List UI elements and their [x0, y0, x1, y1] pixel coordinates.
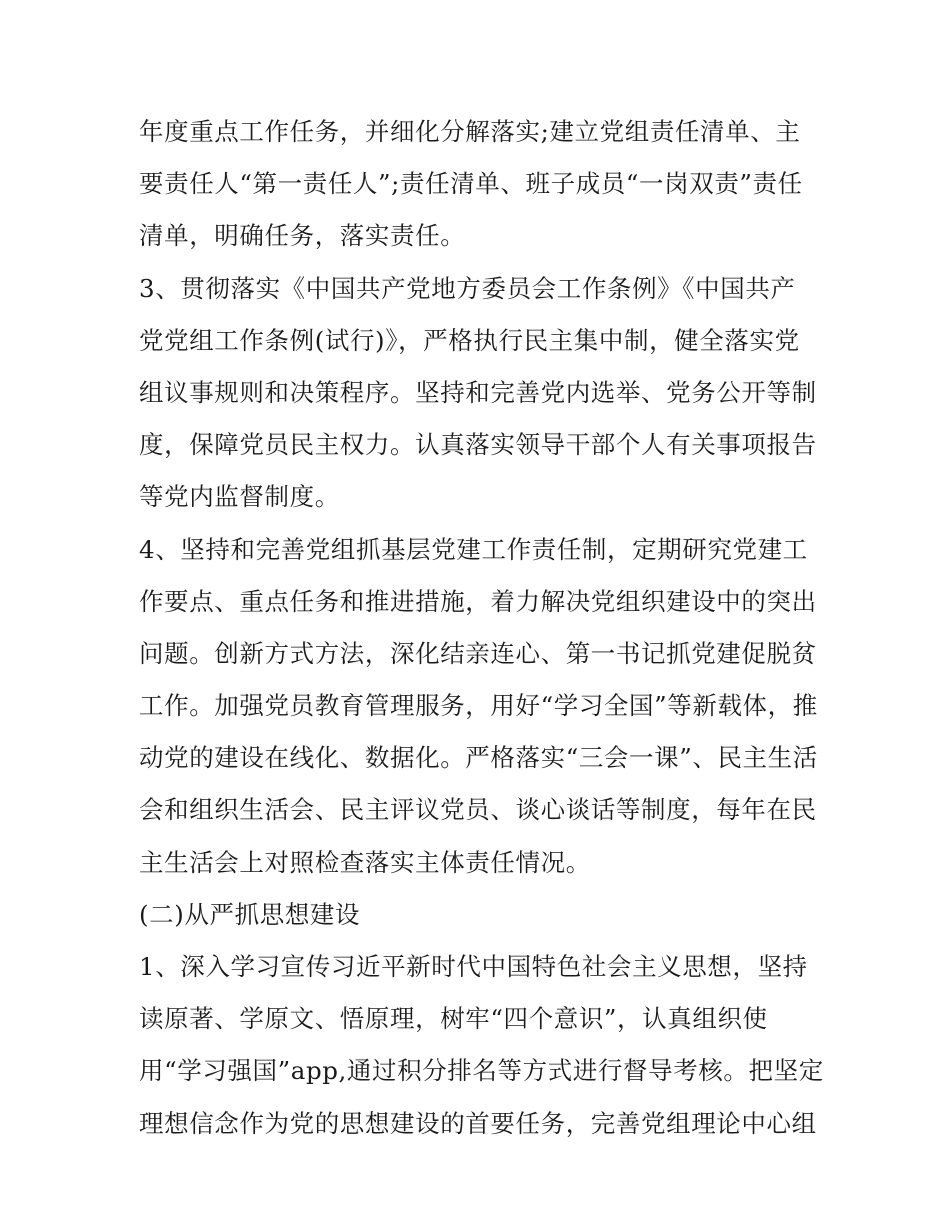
text-line: 作要点、重点任务和推进措施，着力解决党组织建设中的突出: [139, 586, 817, 616]
text-line: 组议事规则和决策程序。坚持和完善党内选举、党务公开等制: [139, 377, 817, 407]
text-line: 主生活会上对照检查落实主体责任情况。: [139, 847, 591, 877]
text-line: 4、坚持和完善党组抓基层党建工作责任制，定期研究党建工: [139, 534, 808, 564]
text-line: 3、贯彻落实《中国共产党地方委员会工作条例》《中国共产: [139, 273, 796, 303]
text-line: 读原著、学原文、悟原理，树牢“四个意识”，认真组织使: [139, 1004, 768, 1034]
text-line: 会和组织生活会、民主评议党员、谈心谈话等制度，每年在民: [139, 795, 817, 825]
text-line: 理想信念作为党的思想建设的首要任务，完善党组理论中心组: [139, 1108, 817, 1138]
text-line: 要责任人“第一责任人”;责任清单、班子成员“一岗双责”责任: [139, 169, 803, 199]
text-line: 问题。创新方式方法，深化结亲连心、第一书记抓党建促脱贫: [139, 638, 817, 668]
text-line: 动党的建设在线化、数据化。严格落实“三会一课”、民主生活: [139, 743, 818, 773]
text-line: 年度重点工作任务，并细化分解落实;建立党组责任清单、主: [139, 117, 801, 146]
text-line: 用“学习强国”app,通过积分排名等方式进行督导考核。把坚定: [139, 1056, 824, 1086]
document-body: [139, 106, 824, 1150]
text-line: 清单，明确任务，落实责任。: [139, 221, 466, 251]
text-line: 度，保障党员民主权力。认真落实领导干部个人有关事项报告: [139, 430, 817, 460]
text-line: 党党组工作条例(试行)》，严格执行民主集中制，健全落实党: [139, 325, 800, 355]
section-heading: (二)从严抓思想建设: [139, 899, 361, 929]
text-line: 等党内监督制度。: [139, 482, 340, 512]
text-line: 1、深入学习宣传习近平新时代中国特色社会主义思想，坚持: [139, 952, 808, 981]
text-line: 工作。加强党员教育管理服务，用好“学习全国”等新载体，推: [139, 691, 818, 721]
